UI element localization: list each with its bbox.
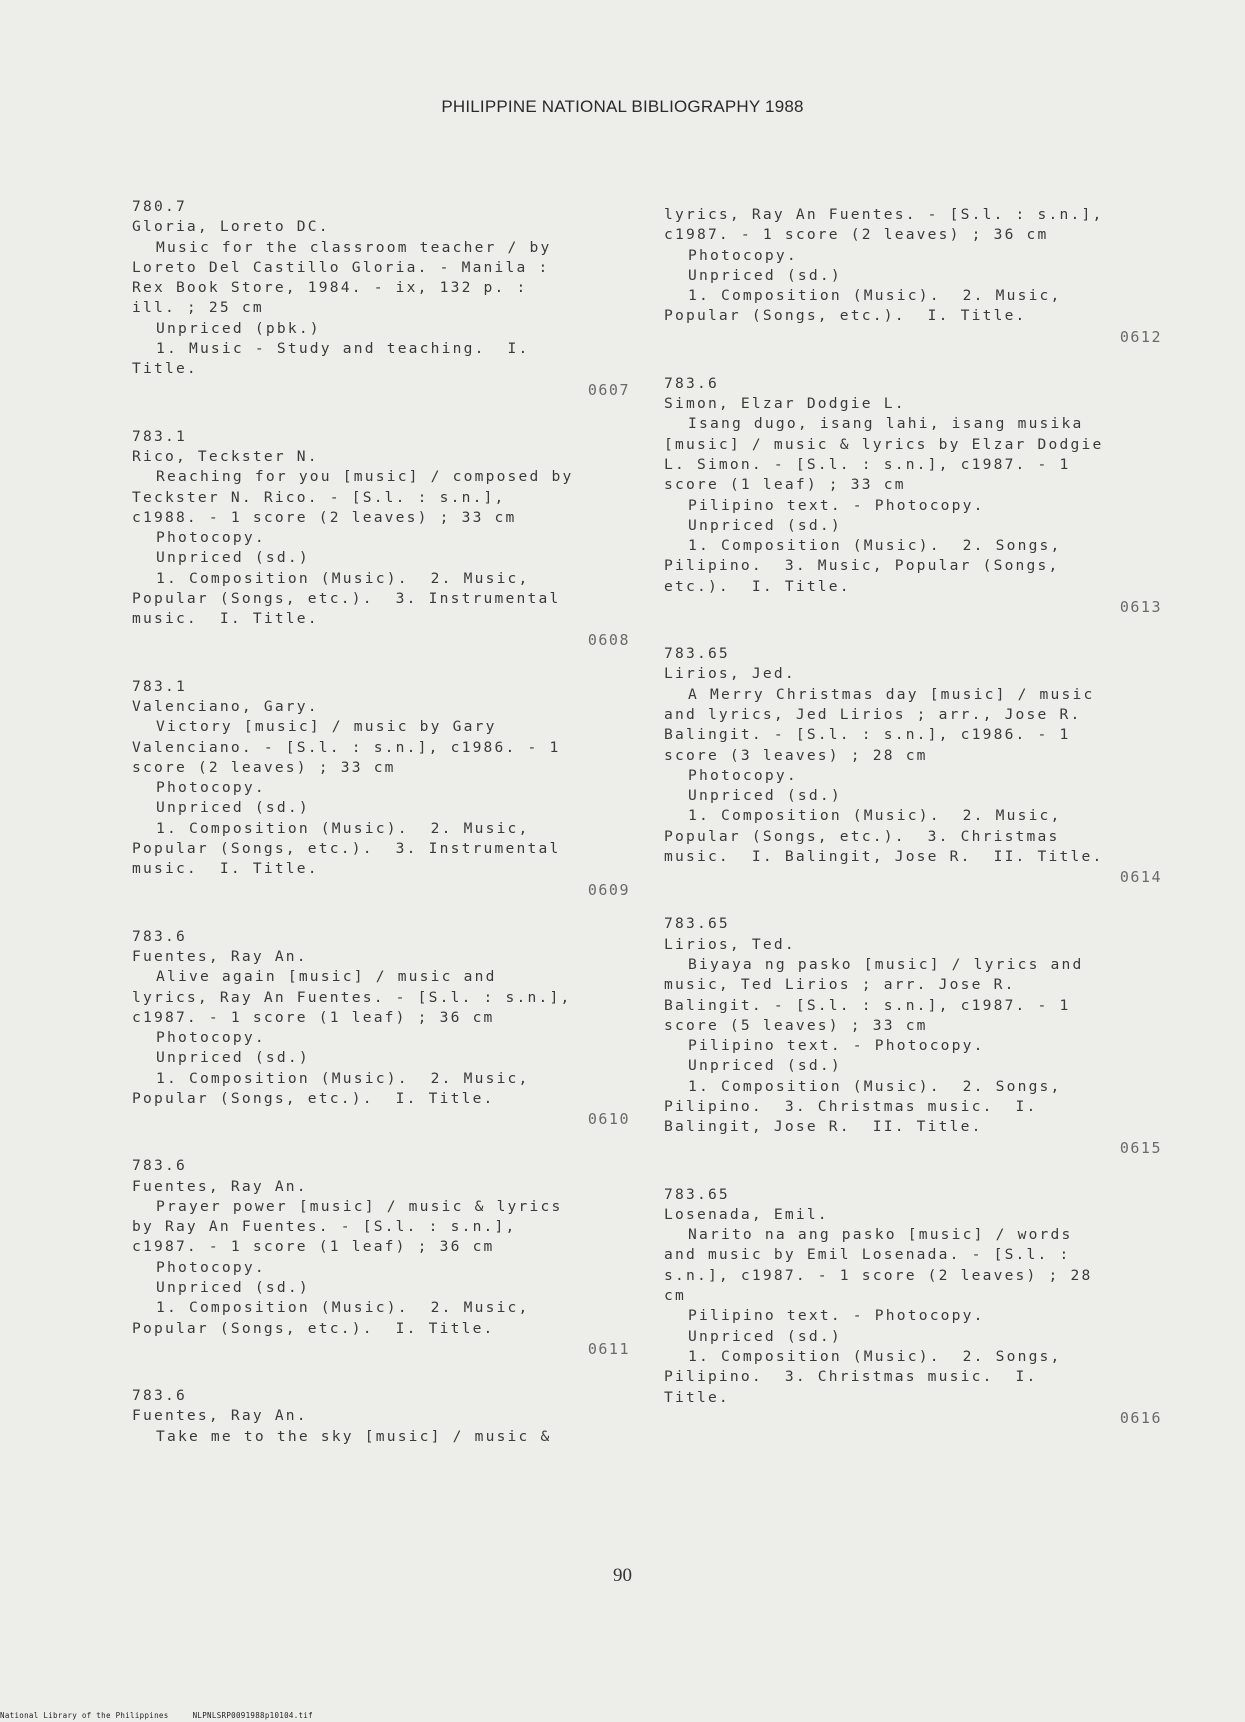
entry-line: 1. Composition (Music). 2. Songs,: [688, 1347, 1062, 1365]
entry-line: Unpriced (sd.): [156, 549, 310, 567]
entry-number: 0615: [1119, 1138, 1162, 1157]
page-number: 90: [613, 1565, 632, 1586]
entry-line: Prayer power [music] / music & lyrics: [156, 1197, 563, 1215]
entry-line: score (3 leaves) ; 28 cm: [664, 746, 928, 764]
entry-line: Photocopy.: [688, 246, 798, 264]
entry-line: score (1 leaf) ; 33 cm: [664, 476, 906, 494]
bibliography-entry: [132, 427, 632, 650]
entry-line: 1. Composition (Music). 2. Music,: [156, 819, 530, 837]
entry-line: Lirios, Ted.: [664, 935, 796, 953]
bibliography-entry: [132, 197, 632, 400]
entry-line: Pilipino. 3. Christmas music. I.: [664, 1097, 1038, 1115]
entry-line: Valenciano, Gary.: [132, 697, 319, 715]
entry-line: Unpriced (pbk.): [156, 319, 321, 337]
entry-line: by Ray An Fuentes. - [S.l. : s.n.],: [132, 1218, 517, 1236]
entry-line: 1. Composition (Music). 2. Music,: [688, 287, 1062, 305]
entry-line: Pilipino. 3. Music, Popular (Songs,: [664, 557, 1060, 575]
entry-line: 1. Composition (Music). 2. Songs,: [688, 537, 1062, 555]
entry-number: 0608: [587, 630, 630, 649]
entry-line: Gloria, Loreto DC.: [132, 218, 330, 236]
entry-line: Victory [music] / music by Gary: [156, 718, 497, 736]
entry-number: 0612: [1119, 327, 1162, 346]
bibliography-entry: [664, 205, 1164, 347]
entry-line: Popular (Songs, etc.). I. Title.: [132, 1089, 495, 1107]
entry-line: Teckster N. Rico. - [S.l. : s.n.],: [132, 488, 506, 506]
entry-line: Rico, Teckster N.: [132, 447, 319, 465]
entry-line: and music by Emil Losenada. - [S.l. :: [664, 1246, 1071, 1264]
entry-line: 1. Composition (Music). 2. Music,: [156, 1299, 530, 1317]
entry-line: Rex Book Store, 1984. - ix, 132 p. :: [132, 279, 528, 297]
entry-line: Title.: [132, 360, 198, 378]
entry-line: etc.). I. Title.: [664, 577, 851, 595]
call-number: 783.65: [664, 1185, 730, 1203]
entry-line: c1987. - 1 score (1 leaf) ; 36 cm: [132, 1008, 495, 1026]
call-number: 783.65: [664, 645, 730, 663]
entry-line: Photocopy.: [156, 779, 266, 797]
entry-line: 1. Composition (Music). 2. Music,: [156, 569, 530, 587]
bibliography-entry: [132, 927, 632, 1130]
entry-number: 0611: [587, 1339, 630, 1358]
entry-line: Balingit. - [S.l. : s.n.], c1987. - 1: [664, 996, 1071, 1014]
bibliography-entry: [664, 1185, 1164, 1428]
entry-number: 0613: [1119, 598, 1162, 617]
entry-line: Losenada, Emil.: [664, 1205, 829, 1223]
entry-line: 1. Composition (Music). 2. Music,: [156, 1069, 530, 1087]
entry-line: and lyrics, Jed Lirios ; arr., Jose R.: [664, 705, 1082, 723]
entry-line: Pilipino text. - Photocopy.: [688, 496, 985, 514]
call-number: lyrics, Ray An Fuentes. - [S.l. : s.n.],: [664, 206, 1104, 223]
entry-line: Popular (Songs, etc.). 3. Instrumental: [132, 590, 561, 608]
entry-line: score (5 leaves) ; 33 cm: [664, 1016, 928, 1034]
entry-line: Balingit, Jose R. II. Title.: [664, 1118, 983, 1136]
entry-line: Valenciano. - [S.l. : s.n.], c1986. - 1: [132, 738, 561, 756]
entry-line: music. I. Balingit, Jose R. II. Title.: [664, 848, 1104, 866]
entry-number: 0616: [1119, 1408, 1162, 1427]
entry-line: lyrics, Ray An Fuentes. - [S.l. : s.n.],: [132, 988, 572, 1006]
entry-line: c1987. - 1 score (2 leaves) ; 36 cm: [664, 226, 1049, 244]
entry-line: Unpriced (sd.): [688, 516, 842, 534]
entry-line: music. I. Title.: [132, 610, 319, 628]
call-number: 783.6: [132, 1157, 187, 1175]
call-number: 783.6: [132, 1386, 187, 1404]
bibliography-entry: [664, 914, 1164, 1157]
entry-line: A Merry Christmas day [music] / music: [688, 685, 1095, 703]
entry-line: Unpriced (sd.): [156, 799, 310, 817]
entry-line: Photocopy.: [688, 766, 798, 784]
entry-line: Biyaya ng pasko [music] / lyrics and: [688, 955, 1084, 973]
entry-number: 0610: [587, 1110, 630, 1129]
entry-line: cm: [664, 1287, 686, 1305]
entry-line: Title.: [664, 1388, 730, 1406]
entry-line: Unpriced (sd.): [688, 1327, 842, 1345]
entry-line: Popular (Songs, etc.). I. Title.: [664, 307, 1027, 325]
entry-line: score (2 leaves) ; 33 cm: [132, 758, 396, 776]
bibliography-entry: [132, 1386, 632, 1447]
entry-line: Reaching for you [music] / composed by: [156, 468, 574, 486]
page-header: PHILIPPINE NATIONAL BIBLIOGRAPHY 1988: [441, 97, 804, 116]
bibliography-entry: [132, 677, 632, 900]
entry-line: Pilipino text. - Photocopy.: [688, 1307, 985, 1325]
entry-line: Unpriced (sd.): [688, 1057, 842, 1075]
entry-line: Isang dugo, isang lahi, isang musika: [688, 415, 1084, 433]
entry-line: Alive again [music] / music and: [156, 968, 497, 986]
scan-footer: National Library of the Philippines NLPNLSRP0091988p10104.tif: [0, 1711, 313, 1720]
entry-line: Photocopy.: [156, 1258, 266, 1276]
entry-number: 0609: [587, 880, 630, 899]
entry-line: Simon, Elzar Dodgie L.: [664, 395, 906, 413]
entry-line: music, Ted Lirios ; arr. Jose R.: [664, 976, 1016, 994]
entry-line: Narito na ang pasko [music] / words: [688, 1226, 1073, 1244]
entry-line: Popular (Songs, etc.). I. Title.: [132, 1319, 495, 1337]
entry-line: Photocopy.: [156, 1029, 266, 1047]
entry-line: Unpriced (sd.): [156, 1279, 310, 1297]
entry-line: Fuentes, Ray An.: [132, 1407, 308, 1425]
entry-line: 1. Composition (Music). 2. Songs,: [688, 1077, 1062, 1095]
entry-line: 1. Music - Study and teaching. I.: [156, 340, 530, 358]
entry-line: Balingit. - [S.l. : s.n.], c1986. - 1: [664, 726, 1071, 744]
entry-line: Pilipino text. - Photocopy.: [688, 1037, 985, 1055]
entry-line: c1987. - 1 score (1 leaf) ; 36 cm: [132, 1238, 495, 1256]
entry-number: 0614: [1119, 868, 1162, 887]
call-number: 783.6: [132, 927, 187, 945]
entry-number: 0607: [587, 380, 630, 399]
entry-line: Lirios, Jed.: [664, 665, 796, 683]
bibliography-entry: [664, 644, 1164, 887]
entry-line: Fuentes, Ray An.: [132, 947, 308, 965]
entry-line: c1988. - 1 score (2 leaves) ; 33 cm: [132, 508, 517, 526]
entry-line: L. Simon. - [S.l. : s.n.], c1987. - 1: [664, 455, 1071, 473]
entry-line: Popular (Songs, etc.). 3. Christmas: [664, 827, 1060, 845]
left-column: [132, 197, 632, 1474]
entry-line: Unpriced (sd.): [688, 787, 842, 805]
entry-line: Pilipino. 3. Christmas music. I.: [664, 1368, 1038, 1386]
entry-line: 1. Composition (Music). 2. Music,: [688, 807, 1062, 825]
right-column: [664, 205, 1164, 1455]
entry-line: Music for the classroom teacher / by: [156, 238, 552, 256]
entry-line: Popular (Songs, etc.). 3. Instrumental: [132, 840, 561, 858]
call-number: 783.65: [664, 915, 730, 933]
entry-line: Photocopy.: [156, 529, 266, 547]
entry-line: Fuentes, Ray An.: [132, 1177, 308, 1195]
entry-line: Unpriced (sd.): [156, 1049, 310, 1067]
entry-line: s.n.], c1987. - 1 score (2 leaves) ; 28: [664, 1266, 1093, 1284]
entry-line: music. I. Title.: [132, 860, 319, 878]
entry-line: [music] / music & lyrics by Elzar Dodgie: [664, 435, 1104, 453]
entry-line: Take me to the sky [music] / music &: [156, 1427, 552, 1445]
bibliography-entry: [132, 1156, 632, 1359]
entry-line: ill. ; 25 cm: [132, 299, 264, 317]
call-number: 783.1: [132, 427, 187, 445]
entry-line: Loreto Del Castillo Gloria. - Manila :: [132, 258, 550, 276]
bibliography-entry: [664, 374, 1164, 617]
call-number: 783.6: [664, 374, 719, 392]
call-number: 780.7: [132, 198, 187, 215]
call-number: 783.1: [132, 677, 187, 695]
entry-line: Unpriced (sd.): [688, 266, 842, 284]
